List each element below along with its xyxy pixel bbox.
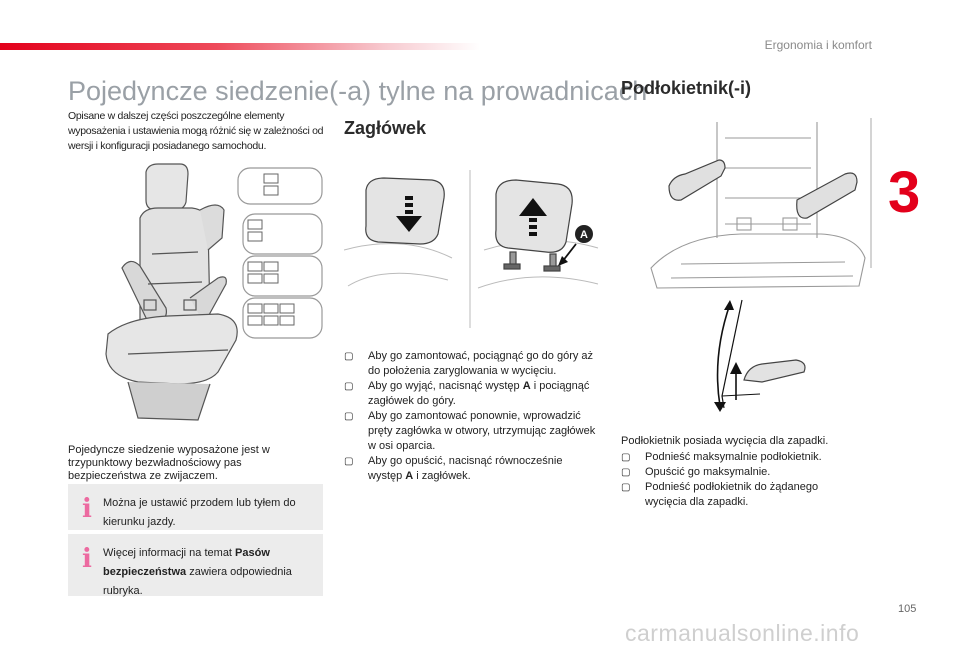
list-item: ▢ Podnieść podłokietnik do żądanego wycięcia dla zapadki. [621,481,819,508]
square-bullet-icon: ▢ [621,482,631,493]
info-text-seatbelts: Więcej informacji na temat Pasów bezpieczeństwa zawiera odpowiednia rubryka. [103,547,292,597]
info-box-seatbelts [68,534,323,596]
seat-description: Pojedyncze siedzenie wyposażone jest w trzypunktowy bezwładnościowy pas bezpieczeństwa ze zwijaczem. [68,444,270,482]
headrest-title: Zagłówek [344,118,427,138]
armrest-description: Podłokietnik posiada wycięcia dla zapadki. [621,435,829,447]
armrest-positions-illustration [700,296,820,414]
page-title: Pojedyncze siedzenie(-a) tylne na prowadnicach [68,76,648,106]
info-box-direction [68,484,323,530]
square-bullet-icon: ▢ [344,456,354,467]
info-icon: i [82,544,92,574]
seat-illustration [68,158,323,430]
intro-paragraph: Opisane w dalszej części poszczególne elementy wyposażenia i ustawienia mogą różnić się w zależności od wersji i konfiguracji posiadanego samochodu. [68,110,324,152]
headrest-steps [344,349,598,484]
headrest-illustration [344,168,600,328]
info-text-direction: Można je ustawić przodem lub tyłem do kierunku jazdy. [103,497,296,528]
armrest-seat-illustration [621,118,875,290]
page-number: 105 [898,603,917,615]
section-title: Ergonomia i komfort [764,38,872,52]
list-item: ▢ Aby go zamontować, pociągnąć go do góry aż do położenia zaryglowania w wycięciu. [344,350,594,377]
square-bullet-icon: ▢ [344,381,354,392]
list-item: ▢ Aby go zamontować ponownie, wprowadzić pręty zagłówka w otwory, utrzymując zagłówek w osi oparcia. [344,410,596,452]
chapter-number: 3 [888,160,921,225]
square-bullet-icon: ▢ [344,351,354,362]
list-item: ▢ Opuścić go maksymalnie. [621,466,771,478]
list-item: ▢ Podnieść maksymalnie podłokietnik. [621,451,822,463]
label-a: A [580,229,588,241]
armrest-title: Podłokietnik(-i) [621,78,751,98]
info-icon: i [82,494,92,524]
header-accent-bar [0,43,480,50]
square-bullet-icon: ▢ [621,467,631,478]
square-bullet-icon: ▢ [344,411,354,422]
list-item: ▢ Aby go opuścić, nacisnąć równocześnie występ A i zagłówek. [344,455,563,482]
square-bullet-icon: ▢ [621,452,631,463]
watermark: carmanualsonline.info [625,620,860,646]
list-item: ▢ Aby go wyjąć, nacisnąć występ A i pociągnąć zagłówek do góry. [344,380,590,407]
armrest-steps [621,450,861,510]
